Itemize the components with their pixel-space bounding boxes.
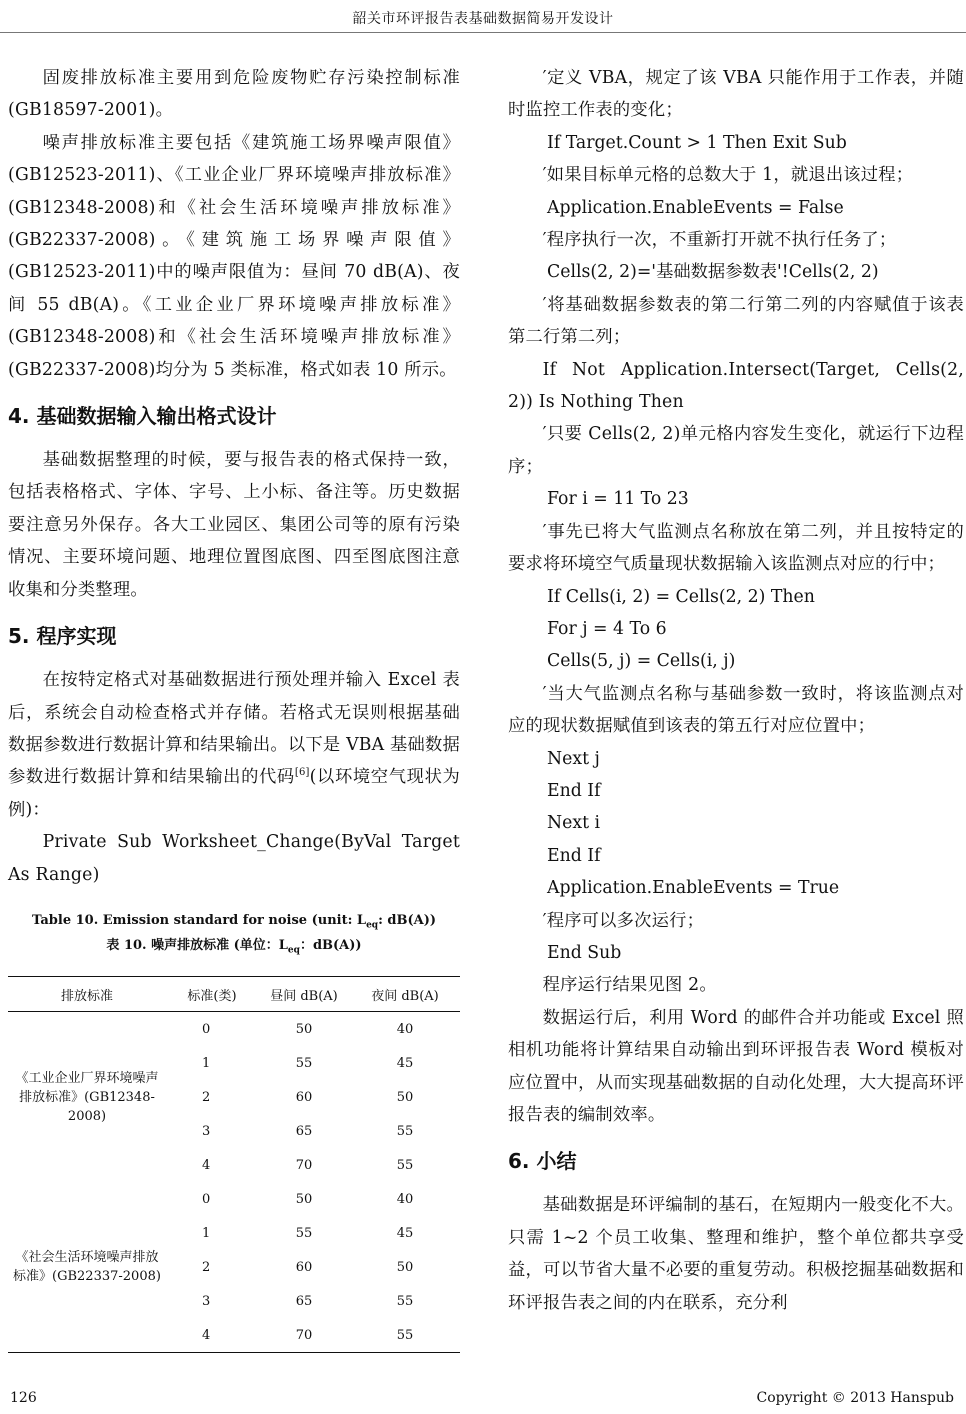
noise-standard-table [8,976,460,1353]
header-class: 标准(类) [166,977,258,1012]
night-cell: 55 [396,1157,414,1173]
day-cell: 65 [295,1123,313,1139]
copyright: Copyright © 2013 Hanspub [756,1390,954,1406]
night-cell: 45 [396,1225,414,1241]
day-cell: 50 [295,1191,313,1207]
code-line: Cells(2, 2)='基础数据参数表'!Cells(2, 2) [547,262,879,283]
table-caption-en [8,911,460,936]
program-intro-tail: (以环境空气现状为例)： [8,767,460,820]
paragraph-output: 数据运行后，利用 Word 的邮件合并功能或 Excel 照相机功能将计算结果自动输出到环评报告表 Word 模板对应位置中，从而实现基础数据的自动化处理，大大提高环评报告表的编制效率。 [508,1007,964,1125]
caption-zh-tail: ：dB(A)) [299,937,362,953]
caption-zh-text: 表 10. 噪声排放标准 (单位：L [106,937,288,953]
paragraph-program-intro [8,664,460,826]
caption-en-text: Table 10. Emission standard for noise (unit: L [31,912,367,928]
code-line: If Cells(i, 2) = Cells(2, 2) Then [547,586,815,607]
standard-name-cell: 《社会生活环境噪声排放标准》(GB22337-2008) [8,1182,166,1353]
code-line: For i = 11 To 23 [547,489,689,510]
header-rule [0,32,966,33]
table-caption-zh [8,936,460,961]
paragraph-solid-waste: 固废排放标准主要用到危险废物贮存污染控制标准(GB18597-2001)。 [8,68,460,121]
header-day: 昼间 dB(A) [258,977,350,1012]
code-comment: ′如果目标单元格的总数大于 1，就退出该过程； [542,165,914,186]
paragraph-noise-standards: 噪声排放标准主要包括《建筑施工场界噪声限值》(GB12523-2011)、《工业企业厂界环境噪声排放标准》(GB12348-2008)和《社会生活环境噪声排放标准》(GB22337-2008)。《建筑施工场界噪声限值》(GB12523-2011)中的噪声限值为：昼间 70 dB(A)、夜间 55 dB(A)。《工业企业厂界环境噪声排放标准》(GB12348-2008)和《社会生活环境噪声排放标准》(GB22337-2008)均分为 5 类标准，格式如表 10 所示。 [8,132,460,380]
code-comment: ′程序可以多次运行； [542,910,705,931]
section-5-heading: 5. 程序实现 [8,624,117,649]
caption-en-sub: eq [366,920,379,931]
day-cell: 70 [295,1157,313,1173]
paragraph-summary: 基础数据是环评编制的基石，在短期内一般变化不大。只需 1~2 个员工收集、整理和维护，整个单位都共享受益，可以节省大量不必要的重复劳动。积极挖掘基础数据和环评报告表之间的内在联系，充分利 [508,1195,964,1313]
class-cell: 0 [202,1191,211,1207]
section-6-heading: 6. 小结 [508,1149,577,1174]
citation-ref: [6] [294,767,310,779]
code-comment: ′事先已将大气监测点名称放在第二列，并且按特定的要求将环境空气质量现状数据输入该监测点对应的行中； [508,521,964,575]
class-cell: 2 [202,1089,211,1105]
code-comment: ′定义 VBA，规定了该 VBA 只能作用于工作表，并随时监控工作表的变化； [508,68,964,121]
code-comment: ′当大气监测点名称与基础参数一致时，将该监测点对应的现状数据赋值到该表的第五行对应位置中； [508,683,964,737]
code-line: Application.EnableEvents = False [547,197,844,218]
code-line: For j = 4 To 6 [547,618,667,639]
code-comment: ′将基础数据参数表的第二行第二列的内容赋值于该表第二行第二列； [508,294,964,348]
table-row [8,1012,460,1047]
code-line: End Sub [547,942,622,963]
program-intro-text: 在按特定格式对基础数据进行预处理并输入 Excel 表后，系统会自动检查格式并存储。若格式无误则根据基础数据参数进行数据计算和结果输出。以下是 VBA 基础数据参数进行数据计算和结果输出的代码 [8,670,460,788]
code-line: Next j [547,748,600,769]
code-line-sub-start: Private Sub Worksheet_Change(ByVal Target As Range) [8,832,460,885]
left-column [8,62,460,1353]
paragraph-result-ref: 程序运行结果见图 2。 [542,975,717,996]
code-line: End If [547,845,601,866]
code-line: Application.EnableEvents = True [547,878,840,899]
table-row [8,1182,460,1216]
class-cell: 4 [202,1157,211,1173]
day-cell: 60 [295,1089,313,1105]
table-header-row [8,977,460,1012]
class-cell: 1 [202,1225,211,1241]
caption-en-tail: : dB(A)) [378,912,437,928]
night-cell: 40 [396,1021,414,1037]
day-cell: 55 [295,1225,313,1241]
header-night: 夜间 dB(A) [350,977,460,1012]
night-cell: 50 [396,1259,414,1275]
code-line: If Target.Count > 1 Then Exit Sub [547,132,847,153]
class-cell: 2 [202,1259,211,1275]
class-cell: 0 [202,1021,211,1037]
class-cell: 4 [166,1318,258,1353]
running-title: 韶关市环评报告表基础数据简易开发设计 [352,11,614,27]
code-line: End If [547,780,601,801]
code-line: Cells(5, j) = Cells(i, j) [547,651,736,672]
paragraph-format-design: 基础数据整理的时候，要与报告表的格式保持一致，包括表格格式、字体、字号、上小标、备注等。历史数据要注意另外保存。各大工业园区、集团公司等的原有污染情况、主要环境问题、地理位置图底图、四至图底图注意收集和分类整理。 [8,450,460,600]
night-cell: 55 [350,1318,460,1353]
code-comment: ′只要 Cells(2, 2)单元格内容发生变化，就运行下边程序； [508,424,964,477]
class-cell: 1 [202,1055,211,1071]
standard-name-cell: 《工业企业厂界环境噪声排放标准》(GB12348-2008) [15,1070,159,1124]
page-number: 126 [10,1390,37,1406]
day-cell: 70 [258,1318,350,1353]
night-cell: 55 [396,1123,414,1139]
day-cell: 60 [295,1259,313,1275]
day-cell: 65 [295,1293,313,1309]
caption-zh-sub: eq [287,945,300,956]
code-line: Next i [547,813,601,834]
day-cell: 55 [295,1055,313,1071]
day-cell: 50 [295,1021,313,1037]
night-cell: 45 [396,1055,414,1071]
class-cell: 3 [202,1293,211,1309]
night-cell: 55 [396,1293,414,1309]
right-column [508,62,964,1319]
header-standard: 排放标准 [8,977,166,1012]
night-cell: 50 [396,1089,414,1105]
night-cell: 40 [396,1191,414,1207]
code-line: If Not Application.Intersect(Target, Cells(2, 2)) Is Nothing Then [508,359,964,413]
class-cell: 3 [202,1123,211,1139]
code-comment: ′程序执行一次，不重新打开就不执行任务了； [542,230,897,251]
section-4-heading: 4. 基础数据输入输出格式设计 [8,404,277,429]
